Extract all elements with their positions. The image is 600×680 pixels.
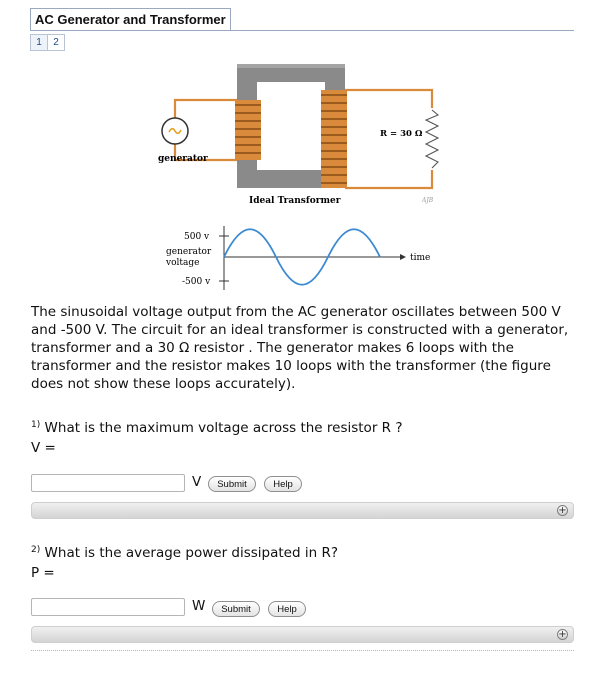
- voltage-graph: [160, 220, 450, 292]
- expand-plus-icon[interactable]: +: [558, 629, 567, 640]
- question-2-answer-input[interactable]: [31, 598, 185, 616]
- question-2-help-button[interactable]: Help: [268, 601, 306, 617]
- question-1-answer-input[interactable]: [31, 474, 185, 492]
- pager: [30, 34, 64, 51]
- problem-text: The sinusoidal voltage output from the AC generator oscillates between 500 V and -500 V. The circuit for an ideal transformer is constructed with a generator, transformer and a 30 Ω resistor . The generator makes 6 loops with the transformer and the resistor makes 10 loops with the transformer (the figure does not show these loops accurately).: [31, 304, 569, 392]
- watermark: AJB: [422, 197, 434, 204]
- bottom-divider: [31, 650, 574, 651]
- voltage-max-label: 500 v: [184, 232, 210, 242]
- question-2-unit: W: [192, 598, 206, 614]
- title-bar: [30, 8, 574, 31]
- page-2-link[interactable]: 2: [47, 34, 65, 51]
- question-2-expand-bar[interactable]: [31, 626, 574, 643]
- voltage-axis-label-2: voltage: [166, 258, 200, 268]
- question-1-help-button[interactable]: Help: [264, 476, 302, 492]
- question-1-text: What is the maximum voltage across the resistor R ?: [44, 420, 403, 436]
- time-arrow-icon: [400, 254, 406, 260]
- primary-coil: [235, 100, 261, 160]
- question-2: [31, 545, 338, 561]
- question-1-expand-bar[interactable]: [31, 502, 574, 519]
- resistor-label: R = 30 Ω: [380, 129, 423, 139]
- question-1-submit-button[interactable]: Submit: [208, 476, 256, 492]
- question-2-text: What is the average power dissipated in R?: [44, 545, 338, 561]
- secondary-coil: [321, 90, 347, 188]
- page-title: AC Generator and Transformer: [30, 8, 231, 30]
- question-1: [31, 420, 403, 436]
- question-1-variable: V =: [31, 440, 56, 456]
- resistor-icon: [426, 108, 438, 170]
- circuit-figure: [150, 60, 450, 210]
- generator-label: generator: [158, 154, 208, 164]
- transformer-label: Ideal Transformer: [249, 196, 341, 206]
- question-2-variable: P =: [31, 565, 55, 581]
- page-1-link[interactable]: 1: [30, 34, 48, 51]
- question-1-number: 1): [31, 420, 41, 430]
- voltage-min-label: -500 v: [182, 277, 211, 287]
- question-2-submit-button[interactable]: Submit: [212, 601, 260, 617]
- question-2-number: 2): [31, 545, 41, 555]
- voltage-axis-label-1: generator: [166, 247, 212, 257]
- generator-icon: [162, 118, 188, 144]
- question-1-unit: V: [192, 474, 202, 490]
- expand-plus-icon[interactable]: +: [558, 505, 567, 516]
- time-label: time: [410, 253, 431, 263]
